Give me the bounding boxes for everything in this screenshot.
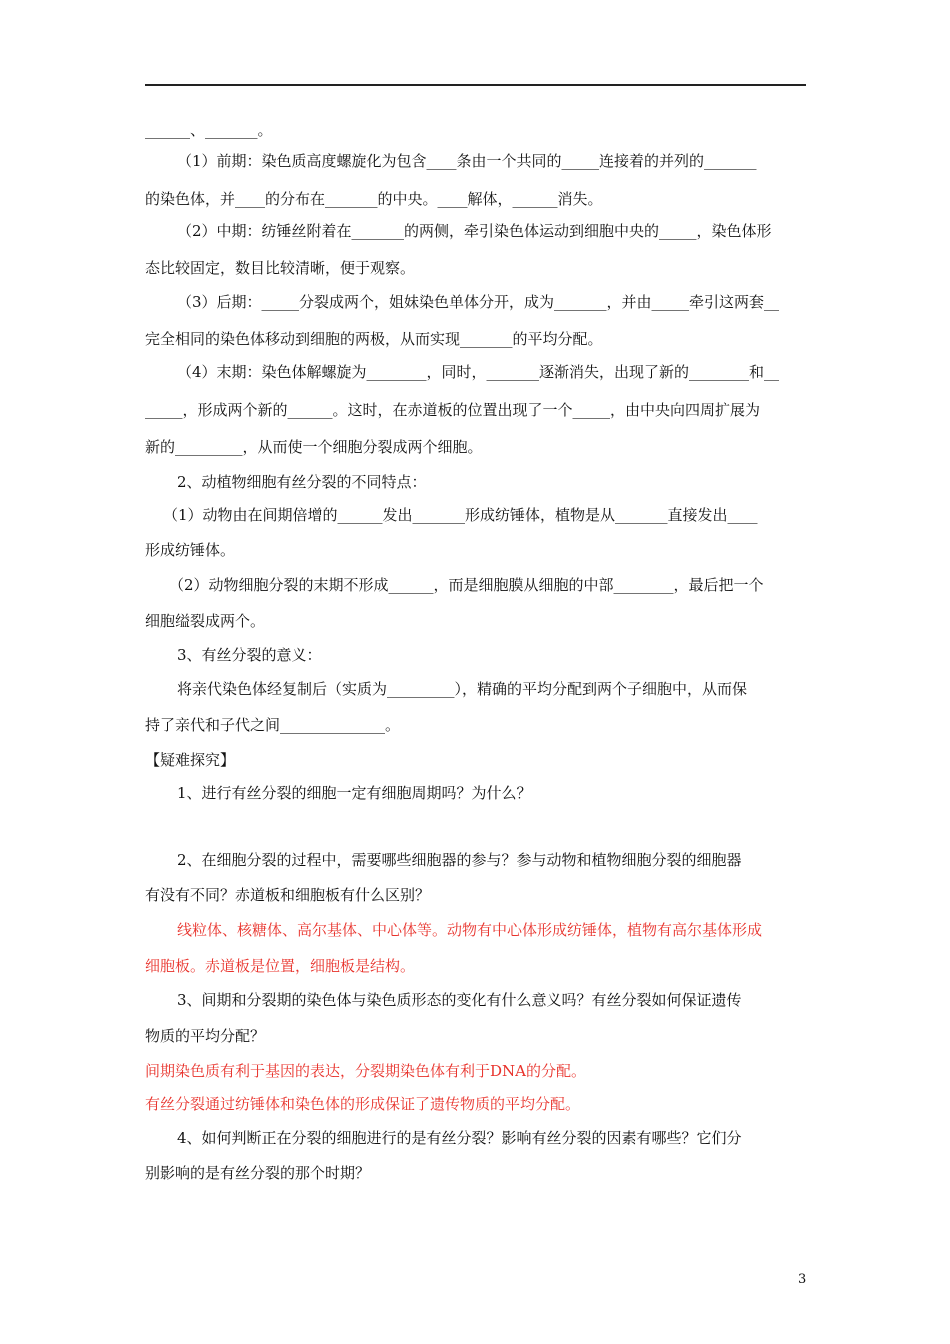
text-line: _____，形成两个新的______。这时，在赤道板的位置出现了一个_____，由中央向四周扩展为 <box>145 401 761 419</box>
text-line: 新的_________，从而使一个细胞分裂成两个细胞。 <box>145 438 483 456</box>
text-line: 2、在细胞分裂的过程中，需要哪些细胞器的参与？参与动物和植物细胞分裂的细胞器 <box>177 851 742 869</box>
header-rule <box>145 84 806 86</box>
text-line: 态比较固定，数目比较清晰，便于观察。 <box>145 259 416 277</box>
text-line: 形成纺锤体。 <box>145 541 236 559</box>
text-line: 2、动植物细胞有丝分裂的不同特点： <box>177 473 427 491</box>
text-line: 4、如何判断正在分裂的细胞进行的是有丝分裂？影响有丝分裂的因素有哪些？它们分 <box>177 1129 742 1147</box>
text-line: （2）中期：纺锤丝附着在_______的两侧，牵引染色体运动到细胞中央的_____，染色体形 <box>177 222 772 240</box>
answer-line: 线粒体、核糖体、高尔基体、中心体等。动物有中心体形成纺锤体，植物有高尔基体形成 <box>177 921 763 939</box>
answer-line: 细胞板。赤道板是位置，细胞板是结构。 <box>145 957 416 975</box>
text-line: （1）动物由在间期倍增的______发出_______形成纺锤体，植物是从_______直接发出____ <box>163 506 758 524</box>
text-line: 有没有不同？赤道板和细胞板有什么区别？ <box>145 886 431 904</box>
text-line: 持了亲代和子代之间______________。 <box>145 716 401 734</box>
text-line: ______、_______。 <box>145 121 273 139</box>
text-line: 1、进行有丝分裂的细胞一定有细胞周期吗？为什么？ <box>177 784 532 802</box>
text-line: （1）前期：染色质高度螺旋化为包含____条由一个共同的_____连接着的并列的_______ <box>177 152 757 170</box>
text-line: 将亲代染色体经复制后（实质为_________），精确的平均分配到两个子细胞中，从而保 <box>177 680 748 698</box>
text-line: 完全相同的染色体移动到细胞的两极，从而实现_______的平均分配。 <box>145 330 603 348</box>
text-line: 【疑难探究】 <box>145 751 236 769</box>
text-line: 的染色体，并____的分布在_______的中央。____解体，______消失。 <box>145 190 603 208</box>
text-line: 3、间期和分裂期的染色体与染色质形态的变化有什么意义吗？有丝分裂如何保证遗传 <box>177 991 742 1009</box>
answer-line: 有丝分裂通过纺锤体和染色体的形成保证了遗传物质的平均分配。 <box>145 1095 581 1113</box>
answer-line: 间期染色质有利于基因的表达，分裂期染色体有利于DNA的分配。 <box>145 1062 586 1080</box>
text-line: 3、有丝分裂的意义： <box>177 646 322 664</box>
text-line: 别影响的是有丝分裂的那个时期？ <box>145 1164 371 1182</box>
text-line: 物质的平均分配？ <box>145 1027 266 1045</box>
text-line: （4）末期：染色体解螺旋为________，同时，_______逐渐消失，出现了新的________和__ <box>177 363 780 381</box>
text-line: （2）动物细胞分裂的末期不形成______，而是细胞膜从细胞的中部________，最后把一个 <box>169 576 764 594</box>
text-line: （3）后期：_____分裂成两个，姐妹染色单体分开，成为_______，并由_____牵引这两套__ <box>177 293 780 311</box>
text-line: 细胞缢裂成两个。 <box>145 612 266 630</box>
page-number: 3 <box>798 1272 807 1287</box>
